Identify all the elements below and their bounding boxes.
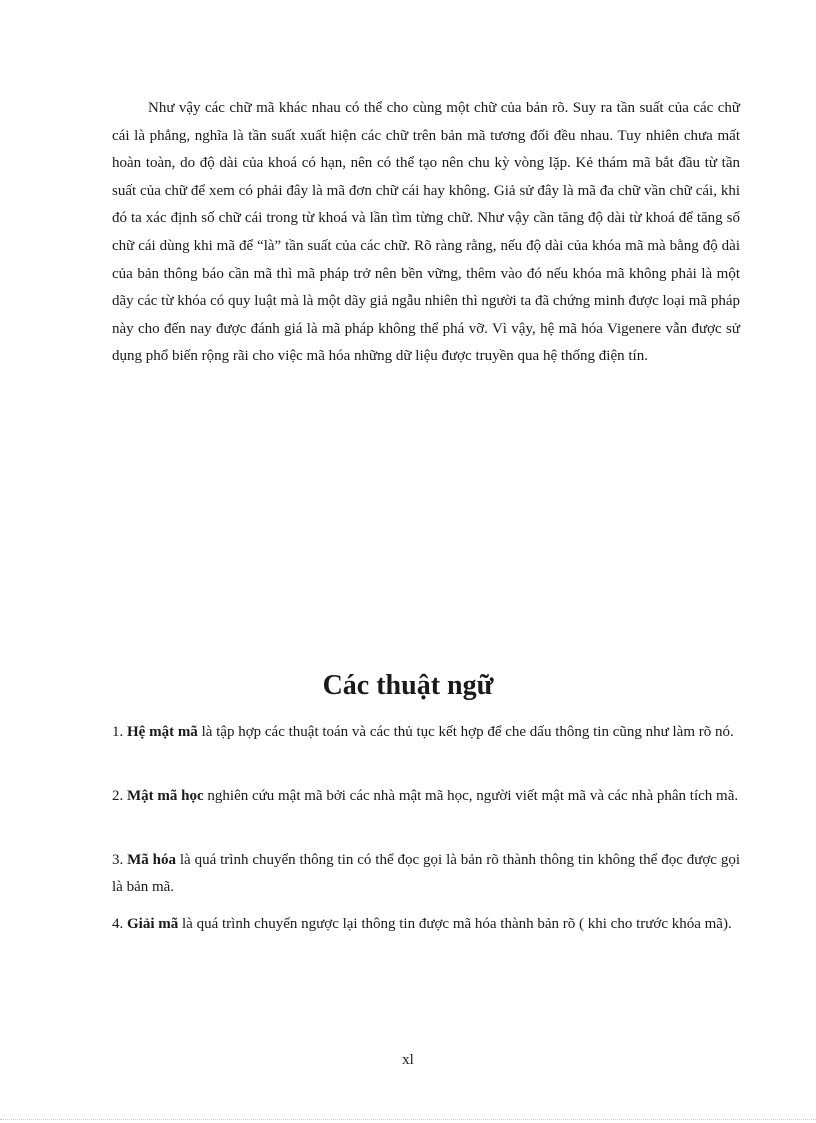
- term-name: Giải mã: [127, 916, 179, 932]
- term-definition: nghiên cứu mật mã bởi các nhà mật mã học, người viết mật mã và các nhà phân tích mã.: [207, 788, 739, 804]
- term-item: [112, 911, 740, 938]
- term-definition: là tập hợp các thuật toán và các thủ tục kết hợp để che dấu thông tin cũng như làm rõ nó.: [201, 724, 734, 740]
- term-number: 3.: [112, 852, 124, 868]
- term-item: [112, 847, 740, 900]
- term-definition: là quá trình chuyển ngược lại thông tin được mã hóa thành bản rõ ( khi cho trước khóa mã).: [182, 916, 732, 932]
- term-number: 4.: [112, 916, 124, 932]
- body-paragraph: Như vậy các chữ mã khác nhau có thể cho cùng một chữ của bản rõ. Suy ra tần suất của các chữ cái là phẳng, nghĩa là tần suất xuất hiện các chữ trên bản mã tương đối đều nhau. Tuy nhiên chưa mất hoàn toàn, do độ dài của khoá có hạn, nên có thể tạo nên chu kỳ vòng lặp. Kẻ thám mã bắt đầu từ tần suất của chữ để xem có phải đây là mã đơn chữ cái hay không. Giả sử đây là mã đa chữ vần chữ cái, khi đó ta xác định số chữ cái trong từ khoá và lần tìm từng chữ. Như vậy cần tăng độ dài từ khoá để tăng số chữ cái dùng khi mã để “là” tần suất của các chữ. Rõ ràng rằng, nếu độ dài của khóa mã mà bằng độ dài của bản thông báo cần mã thì mã pháp trở nên bền vững, thêm vào đó nếu khóa mã không phải là một dãy các từ khóa có quy luật mà là một dãy giả ngẫu nhiên thì người ta đã chứng minh được loại mã pháp này cho đến nay được đánh giá là mã pháp không thể phá vỡ. Vì vậy, hệ mã hóa Vigenere vẫn được sử dụng phổ biến rộng rãi cho việc mã hóa những dữ liệu được truyền qua hệ thống điện tín.: [112, 100, 740, 365]
- term-name: Mật mã học: [127, 788, 204, 804]
- term-number: 1.: [112, 724, 124, 740]
- term-name: Mã hóa: [127, 852, 176, 868]
- term-item: [112, 783, 740, 810]
- term-name: Hệ mật mã: [127, 724, 198, 740]
- term-definition: là quá trình chuyển thông tin có thể đọc gọi là bản rõ thành thông tin không thể đọc được gọi là bản mã.: [112, 852, 740, 895]
- page-bottom-divider: [0, 1119, 816, 1120]
- section-title: Các thuật ngữ: [322, 670, 494, 701]
- page-number: xl: [402, 1052, 414, 1068]
- term-number: 2.: [112, 788, 124, 804]
- term-item: [112, 719, 740, 746]
